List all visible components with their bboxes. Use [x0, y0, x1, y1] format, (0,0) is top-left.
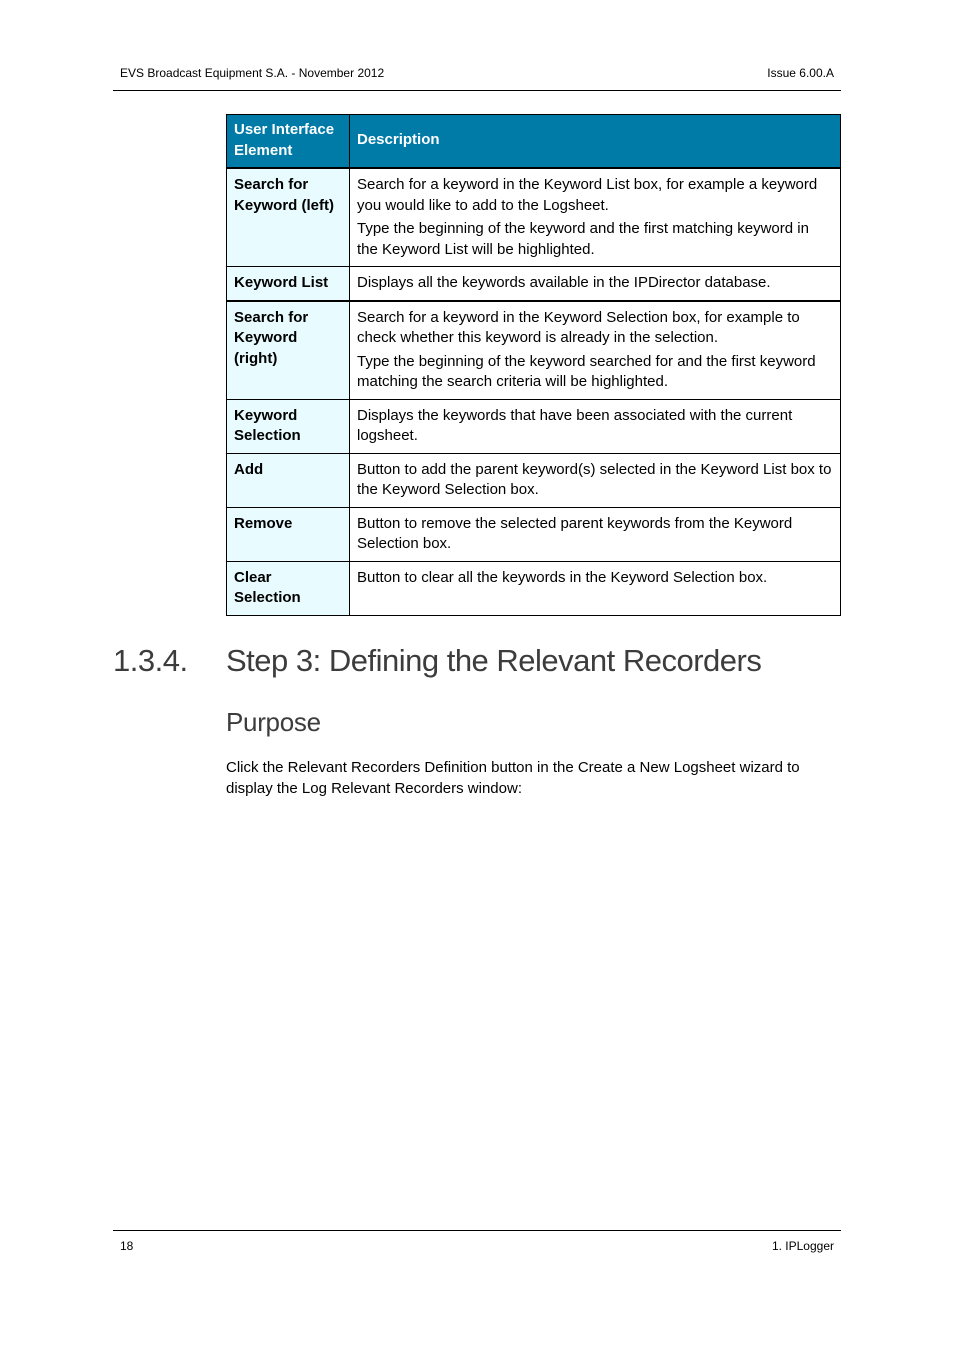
row-description [350, 168, 841, 267]
section-number: 1.3.4. [113, 643, 188, 678]
description-paragraph: Button to clear all the keywords in the Keyword Selection box. [357, 568, 768, 586]
page-header [113, 64, 841, 91]
row-description [350, 267, 841, 301]
row-element-name: Keyword List [227, 267, 350, 301]
table-row [227, 507, 841, 561]
row-element-name: Clear Selection [227, 561, 350, 615]
description-paragraph: Displays all the keywords available in the IPDirector database. [357, 274, 771, 291]
row-description [350, 453, 841, 507]
row-element-name: Add [227, 453, 350, 507]
header-company-date: EVS Broadcast Equipment S.A. - November 2012 [120, 66, 385, 80]
description-paragraph: Displays the keywords that have been associated with the current logsheet. [357, 406, 793, 444]
page-number: 18 [120, 1239, 134, 1253]
row-element-name: Remove [227, 507, 350, 561]
description-paragraph: Type the beginning of the keyword searched for and the first keyword matching the search criteria will be highlighted. [357, 352, 816, 390]
row-description [350, 561, 841, 615]
row-description [350, 507, 841, 561]
column-header-element: User Interface Element [227, 115, 350, 169]
table-row [227, 267, 841, 301]
description-paragraph: Search for a keyword in the Keyword List box, for example a keyword you would like to add to the Logsheet. [357, 176, 818, 214]
row-element-name: Keyword Selection [227, 399, 350, 453]
row-element-name: Search for Keyword (right) [227, 301, 350, 400]
table-header-row [227, 115, 841, 169]
row-description [350, 301, 841, 400]
section-title: Step 3: Defining the Relevant Recorders [226, 643, 762, 678]
row-description [350, 399, 841, 453]
section-heading [113, 643, 761, 679]
subsection-heading: Purpose [226, 707, 321, 737]
column-header-description: Description [350, 115, 841, 169]
footer-chapter: 1. IPLogger [771, 1239, 834, 1253]
table-row [227, 561, 841, 615]
table-row [227, 453, 841, 507]
description-paragraph: Type the beginning of the keyword and the first matching keyword in the Keyword List will be highlighted. [357, 220, 809, 258]
description-paragraph: Button to add the parent keyword(s) selected in the Keyword List box to the Keyword Selection box. [357, 460, 832, 498]
description-paragraph: Button to remove the selected parent keywords from the Keyword Selection box. [357, 514, 793, 552]
header-issue: Issue 6.00.A [767, 66, 834, 80]
row-element-name: Search for Keyword (left) [227, 168, 350, 267]
table-row [227, 301, 841, 400]
description-paragraph: Search for a keyword in the Keyword Selection box, for example to check whether this keyword is already in the selection. [357, 308, 800, 346]
ui-elements-table [226, 114, 841, 616]
body-paragraph: Click the Relevant Recorders Definition button in the Create a New Logsheet wizard to display the Log Relevant Recorders window: [226, 759, 800, 797]
table-row [227, 399, 841, 453]
table-row [227, 168, 841, 267]
page-footer [113, 1230, 841, 1257]
